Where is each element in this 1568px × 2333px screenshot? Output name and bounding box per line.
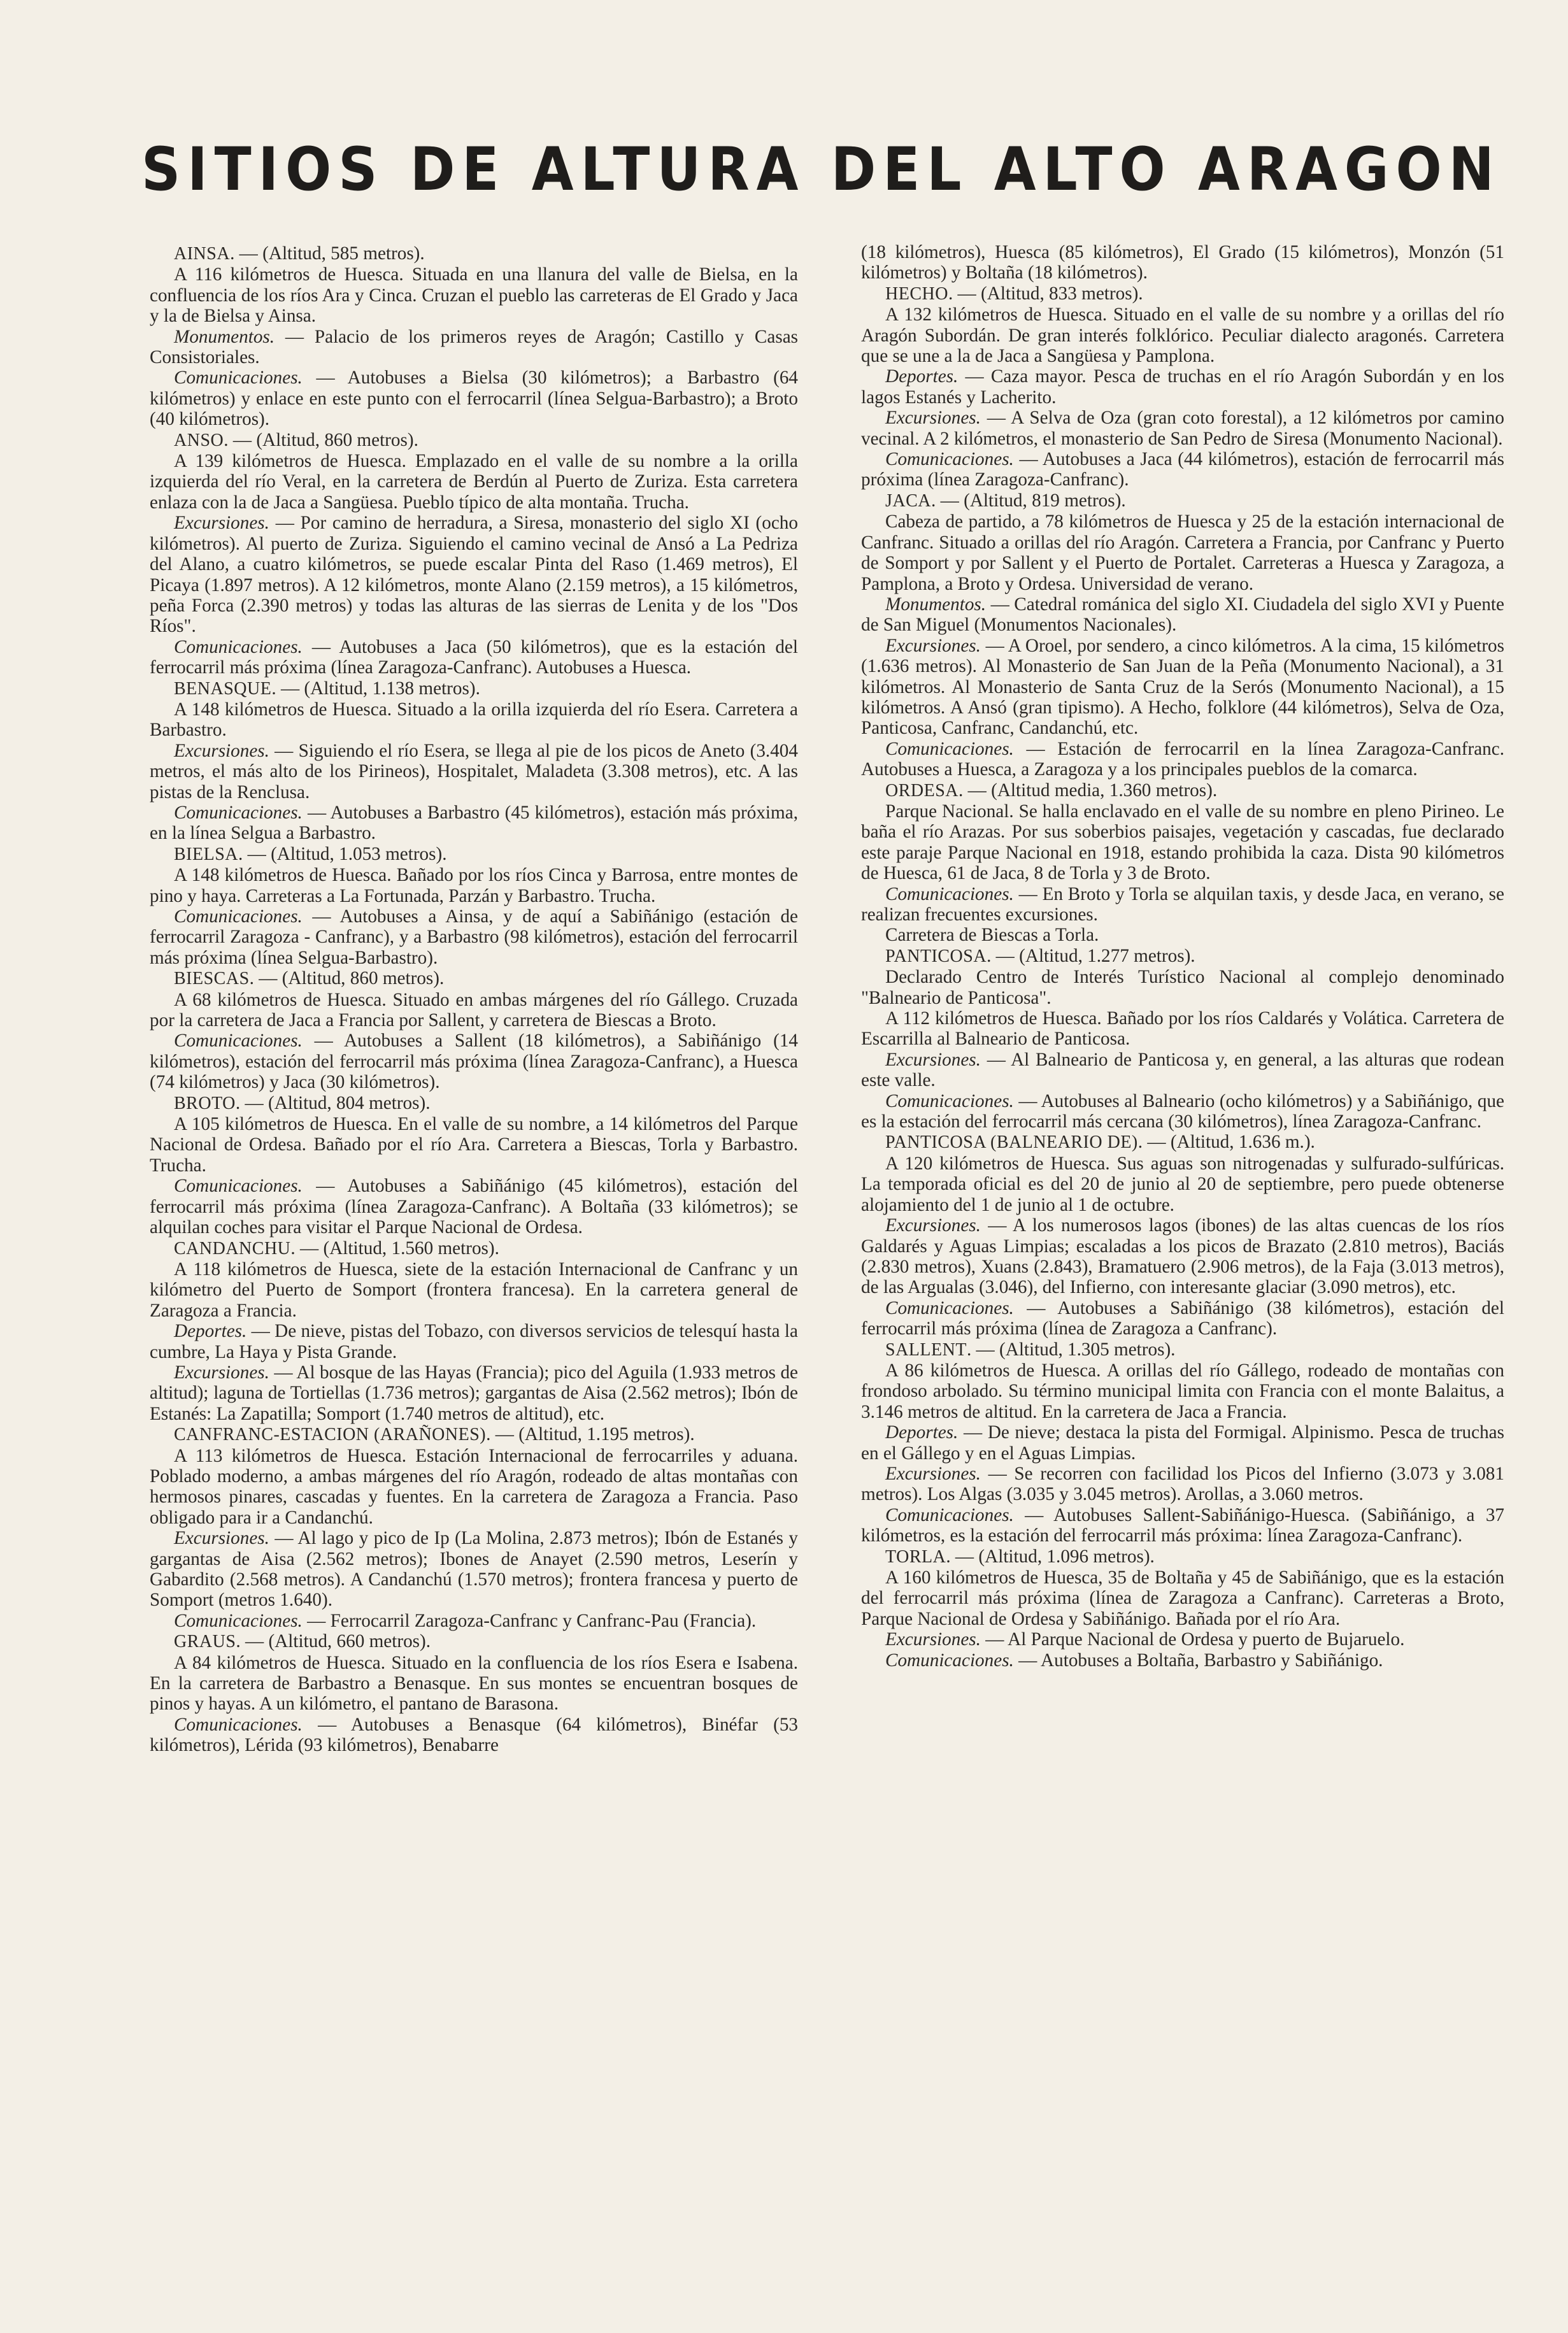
entry-panticosa-balneario-de [861,1132,1504,1339]
entry-paragraph [150,451,798,513]
section-label: Comunicaciones. [885,1504,1014,1525]
altitude: (Altitud, 804 metros). [267,1092,431,1113]
sitio-name: JACA [885,490,932,511]
section-label: Excursiones. [174,1362,269,1383]
paragraph-text: Al bosque de las Hayas (Francia); pico del Aguila (1.933 metros de altitud); laguna de Tortiellas (1.736 metros); gargantas de Aisa (2.562 metros); Ibón de Estanés: La Zapatilla; Somport (1.740 metros de altitud), etc. [150,1362,798,1424]
entry-paragraph [150,990,798,1031]
paragraph-text: Al Parque Nacional de Ordesa y puerto de Bujaruelo. [1008,1629,1405,1650]
entry-paragraph [861,1008,1504,1050]
entry-paragraph: Comunicaciones. — Autobuses a Sabiñánigo (38 kilómetros), estación del ferrocarril más próxima (línea de Zaragoza a Canfranc). [861,1297,1504,1339]
sitio-name: BIESCAS [174,969,250,989]
altitude: (Altitud, 1.053 metros). [271,843,447,864]
section-label: Deportes. [885,366,959,387]
section-label: Comunicaciones. [885,883,1014,904]
entry-paragraph: Excursiones. — A Oroel, por sendero, a cinco kilómetros. A la cima, 15 kilómetros (1.636 metros). Al Monasterio de San Juan de la Peña (Monumento Nacional), a 31 kilómetros. Al Monasterio de Santa Cruz de la Serós (Monumento Nacional), a 15 kilómetros. A Ansó (gran tipismo). A Hecho, folklore (44 kilómetros), Selva de Oza, Panticosa, Canfranc, Candanchú, etc. [861,635,1505,739]
entry-heading: CANDANCHU. — (Altitud, 1.560 metros). [174,1238,499,1259]
paragraph-text: Carretera de Biescas a Torla. [885,925,1099,946]
paragraph-text: Parque Nacional. Se halla enclavado en el valle de su nombre en pleno Pirineo. Le baña el río Arazas. Por sus soberbios paisajes, vegetación y cascadas, fue declarado este paraje Parque Nacional en 1918, estando prohibida la caza. Dista 90 kilómetros de Huesca, 61 de Jaca, 8 de Torla y 3 de Broto. [861,801,1504,884]
section-label: Comunicaciones. [885,449,1014,470]
entry-paragraph [150,264,798,326]
entry-paragraph: Excursiones. — A los numerosos lagos (ibones) de las altas cuencas de los ríos Galdarés y Aguas Limpias; escaladas a los picos de Brazato (2.810 metros), Baciás (2.830 metros), Xuans (2.843), Bramatuero (2.906 metros), de la Faja (3.013 metros), de las Argualas (3.046), del Infierno, con interesante glaciar (3.090 metros), etc. [861,1215,1505,1298]
paragraph-text: Autobuses a Sallent (18 kilómetros), a Sabiñánigo (14 kilómetros), estación del ferrocarril más próxima (línea Zaragoza-Canfranc), a Huesca (74 kilómetros) y Jaca (30 kilómetros). [150,1031,799,1093]
entry-jaca [861,490,1504,780]
paragraph-text: De nieve; destaca la pista del Formigal. Alpinismo. Pesca de truchas en el Gállego y en el Aguas Limpias. [861,1422,1504,1464]
paragraph-text: A 105 kilómetros de Huesca. En el valle de su nombre, a 14 kilómetros del Parque Nacional de Ordesa. Bañado por el río Ara. Carretera a Biescas, Torla y Barbastro. Trucha. [150,1114,798,1176]
entry-paragraph: Excursiones. — Al Parque Nacional de Ordesa y puerto de Bujaruelo. [885,1629,1405,1650]
section-label: Comunicaciones. [174,802,303,823]
entry-paragraph [150,1114,798,1176]
paragraph-text: Autobuses a Sabiñánigo (45 kilómetros), estación del ferrocarril más próxima (línea Zaragoza-Canfranc). A Boltaña (33 kilómetros); se alquilan coches para visitar el Parque Nacional de Ordesa. [150,1176,798,1238]
section-label: Excursiones. [174,513,269,534]
section-label: Comunicaciones. [885,1090,1014,1111]
sitio-name: ORDESA [885,780,959,801]
paragraph-text: A 84 kilómetros de Huesca. Situado en la confluencia de los ríos Esera e Isabena. En la carretera de Barbastro a Benasque. En sus montes se encuentran bosques de pinos y hayas. A un kilómetro, el pantano de Barasona. [150,1652,798,1715]
entry-benasque [150,678,798,844]
entry-heading: PANTICOSA (BALNEARIO DE). — (Altitud, 1.636 m.). [885,1132,1315,1153]
section-label: Comunicaciones. [885,1650,1014,1671]
entry-paragraph: Comunicaciones. — Autobuses a Boltaña, Barbastro y Sabiñánigo. [885,1650,1383,1671]
section-label: Excursiones. [885,635,981,656]
entry-heading: ORDESA. — (Altitud media, 1.360 metros). [885,780,1218,801]
entry-paragraph [861,1153,1504,1215]
section-label: Excursiones. [885,1629,981,1650]
entry-heading: BIELSA. — (Altitud, 1.053 metros). [174,843,447,864]
paragraph-text: A 86 kilómetros de Huesca. A orillas del río Gállego, rodeado de montañas con frondoso arbolado. Su término municipal limita con Francia con el monte Balaitus, a 3.146 metros de altitud. En la carretera de Jaca a Francia. [861,1360,1504,1422]
paragraph-text: Catedral románica del siglo XI. Ciudadela del siglo XVI y Puente de San Miguel (Monumentos Nacionales). [861,594,1504,636]
paragraph-text: Autobuses a Sabiñánigo (38 kilómetros), estación del ferrocarril más próxima (línea de Zaragoza a Canfranc). [861,1297,1504,1339]
section-label: Deportes. [174,1321,247,1342]
altitude: (Altitud, 660 metros). [268,1631,431,1652]
entry-paragraph: Comunicaciones. — Autobuses a Jaca (44 kilómetros), estación de ferrocarril más próxima (línea Zaragoza-Canfranc). [861,449,1505,490]
entry-paragraph [150,1259,798,1321]
entry-ordesa [861,780,1504,946]
section-label: Comunicaciones. [174,367,303,389]
altitude: (Altitud, 1.195 metros). [518,1424,695,1445]
paragraph-text: Siguiendo el río Esera, se llega al pie de los picos de Aneto (3.404 metros, el más alto de los Pirineos), Hospitalet, Maladeta (3.308 metros), etc. A las pistas de la Renclusa. [150,740,798,803]
paragraph-text: Autobuses a Benasque (64 kilómetros), Binéfar (53 kilómetros), Lérida (93 kilómetros), Benabarre [150,1714,799,1756]
paragraph-text: Estación de ferrocarril en la línea Zaragoza-Canfranc. Autobuses a Huesca, a Zaragoza y a los principales pueblos de la comarca. [861,738,1504,780]
paragraph-text: Autobuses Sallent-Sabiñánigo-Huesca. (Sabiñánigo, a 37 kilómetros, es la estación del ferrocarril más próxima: línea Zaragoza-Canfranc). [861,1504,1505,1546]
entry-paragraph [150,699,798,741]
entry-paragraph [150,1653,798,1715]
entry-paragraph: Monumentos. — Palacio de los primeros reyes de Aragón; Castillo y Casas Consistoriales. [150,326,799,368]
entry-heading: PANTICOSA. — (Altitud, 1.277 metros). [885,945,1195,966]
entry-paragraph: Excursiones. — Siguiendo el río Esera, se llega al pie de los picos de Aneto (3.404 metros, el más alto de los Pirineos), Hospitalet, Maladeta (3.308 metros), etc. A las pistas de la Renclusa. [150,740,798,803]
section-label: Comunicaciones. [174,1610,303,1631]
paragraph-text: A 120 kilómetros de Huesca. Sus aguas son nitrogenadas y sulfurado-sulfúricas. La temporada oficial es del 20 de junio al 20 de septiembre, pero puede obtenerse alojamiento del 1 de junio al 1 de octubre. [861,1153,1504,1215]
altitude: (Altitud, 1.560 metros). [323,1238,499,1259]
entry-heading: GRAUS. — (Altitud, 660 metros). [174,1631,431,1652]
sitio-name: BENASQUE [174,678,272,699]
section-label: Comunicaciones. [174,1176,303,1197]
paragraph-text: Al Balneario de Panticosa y, en general, a las alturas que rodean este valle. [861,1049,1504,1091]
paragraph-text: A 116 kilómetros de Huesca. Situada en una llanura del valle de Bielsa, en la confluencia de los ríos Ara y Cinca. Cruzan el pueblo las carreteras de El Grado y Jaca y la de Bielsa y Ainsa. [150,264,798,327]
altitude: (Altitud, 819 metros). [964,490,1126,511]
entry-paragraph: Excursiones. — A Selva de Oza (gran coto forestal), a 12 kilómetros por camino vecinal. A 2 kilómetros, el monasterio de San Pedro de Siresa (Monumento Nacional). [861,408,1504,449]
entry-paragraph: Comunicaciones. — Autobuses a Benasque (64 kilómetros), Binéfar (53 kilómetros), Lérida (93 kilómetros), Benabarre [150,1714,799,1756]
paragraph-text: A los numerosos lagos (ibones) de las altas cuencas de los ríos Galdarés y Aguas Limpias; escaladas a los picos de Brazato (2.810 metros), Baciás (2.830 metros), Xuans (2.843), Bramatuero (2.906 metros), de la Faja (3.013 metros), de las Argualas (3.046), del Infierno, con interesante glaciar (3.090 metros), etc. [861,1215,1505,1298]
sitio-name: BROTO [174,1093,236,1113]
entry-paragraph: Deportes. — De nieve; destaca la pista del Formigal. Alpinismo. Pesca de truchas en el Gállego y en el Aguas Limpias. [861,1422,1504,1464]
paragraph-text: Cabeza de partido, a 78 kilómetros de Huesca y 25 de la estación internacional de Canfranc. Situado a orillas del río Aragón. Carretera a Francia, por Canfranc y Puerto de Somport y por Sallent y el Puerto de Portalet. Carreteras a Huesca y Zaragoza, a Pamplona, a Broto y Ordesa. Universidad de verano. [861,511,1504,594]
sitio-name: TORLA [885,1546,946,1567]
section-label: Comunicaciones. [174,636,303,657]
entry-paragraph: Comunicaciones. — Autobuses a Jaca (50 kilómetros), que es la estación del ferrocarril más próxima (línea Zaragoza-Canfranc). Autobuses a Huesca. [150,636,798,678]
entry-heading: SALLENT. — (Altitud, 1.305 metros). [885,1339,1176,1360]
entry-paragraph: Excursiones. — Al lago y pico de Ip (La Molina, 2.873 metros); Ibón de Estanés y gargantas de Aisa (2.562 metros); Ibones de Anayet (2.590 metros, Leserín y Gabardito (2.568 metros). A Candanchú (1.570 metros); frontera francesa y puerto de Somport (metros 1.640). [150,1528,798,1611]
paragraph-text: A 132 kilómetros de Huesca. Situado en el valle de su nombre y a orillas del río Aragón Subordán. De gran interés folklórico. Peculiar dialecto aragonés. Carretera que se une a la de Jaca a Sangüesa y Pamplona. [861,304,1504,367]
altitude: (Altitud, 1.138 metros). [304,678,480,699]
section-label: Excursiones. [174,740,269,761]
entry-paragraph: Comunicaciones. — Autobuses a Barbastro (45 kilómetros), estación más próxima, en la línea Selgua a Barbastro. [150,802,798,844]
sitio-name: HECHO [885,283,948,304]
paragraph-text: Autobuses a Jaca (44 kilómetros), estación de ferrocarril más próxima (línea Zaragoza-Canfranc). [861,449,1505,490]
entry-heading: AINSA. — (Altitud, 585 metros). [174,243,425,264]
entry-paragraph [861,801,1504,884]
paragraph-text: Autobuses a Barbastro (45 kilómetros), estación más próxima, en la línea Selgua a Barbastro. [150,802,798,844]
entry-paragraph [150,1446,798,1529]
paragraph-text: A 139 kilómetros de Huesca. Emplazado en el valle de su nombre a la orilla izquierda del río Veral, en la carretera de Berdún al Puerto de Zuriza. Esta carretera enlaza con la de Jaca a Sangüesa. Pueblo típico de alta montaña. Trucha. [150,451,798,513]
entry-sallent [861,1339,1504,1546]
entry-paragraph: Excursiones. — Al Balneario de Panticosa y, en general, a las alturas que rodean este valle. [861,1049,1504,1091]
paragraph-text: Se recorren con facilidad los Picos del Infierno (3.073 y 3.081 metros). Los Algas (3.035 y 3.045 metros). Arollas, a 3.060 metros. [861,1463,1504,1505]
paragraph-text: A 112 kilómetros de Huesca. Bañado por los ríos Caldarés y Volática. Carretera de Escarrilla al Balneario de Panticosa. [861,1008,1504,1050]
paragraph-text: A 160 kilómetros de Huesca, 35 de Boltaña y 45 de Sabiñánigo, que es la estación del ferrocarril más próxima (línea de Zaragoza a Canfranc). Carreteras a Broto, Parque Nacional de Ordesa y Sabiñánigo. Bañada por el río Ara. [861,1567,1504,1629]
paragraph-text: A 118 kilómetros de Huesca, siete de la estación Internacional de Canfranc y un kilómetro del Puerto de Somport (frontera francesa). En la carretera general de Zaragoza a Francia. [150,1259,798,1321]
section-label: Excursiones. [885,1215,981,1236]
entry-ainsa [150,243,798,430]
entry-heading: BENASQUE. — (Altitud, 1.138 metros). [174,678,480,699]
entry-heading: BROTO. — (Altitud, 804 metros). [174,1092,431,1113]
entry-heading: JACA. — (Altitud, 819 metros). [885,490,1126,511]
sitio-name: SALLENT [885,1339,967,1360]
entry-paragraph: Excursiones. — Por camino de herradura, a Siresa, monasterio del siglo XI (ocho kilómetros). Al puerto de Zuriza. Siguiendo el camino vecinal de Ansó a La Pedriza del Alano, a cuatro kilómetros, se puede escalar Pinta del Raso (1.469 metros), El Picaya (1.897 metros). A 12 kilómetros, monte Alano (2.159 metros), a 15 kilómetros, peña Forca (2.390 metros) y todas las alturas de las sierras de Lenita y de los "Dos Ríos". [150,513,798,637]
paragraph-text: Ferrocarril Zaragoza-Canfranc y Canfranc-Pau (Francia). [330,1610,757,1631]
entry-candanchu [150,1238,798,1425]
entry-paragraph: Comunicaciones. — Autobuses a Sabiñánigo (45 kilómetros), estación del ferrocarril más próxima (línea Zaragoza-Canfranc). A Boltaña (33 kilómetros); se alquilan coches para visitar el Parque Nacional de Ordesa. [150,1176,798,1238]
entry-paragraph [861,967,1504,1008]
sitio-name: BIELSA [174,844,238,864]
section-label: Excursiones. [885,408,981,429]
entry-heading: TORLA. — (Altitud, 1.096 metros). [885,1546,1155,1567]
entry-paragraph: Deportes. — Caza mayor. Pesca de truchas en el río Aragón Subordán y en los lagos Estanés y Lacherito. [861,366,1504,408]
section-label: Excursiones. [885,1049,981,1070]
section-label: Comunicaciones. [885,738,1014,759]
entry-paragraph: Comunicaciones. — En Broto y Torla se alquilan taxis, y desde Jaca, en verano, se realizan frecuentes excursiones. [861,883,1504,925]
entry-broto [150,1093,798,1238]
altitude: (Altitud, 1.636 m.). [1170,1132,1315,1153]
sitio-name: AINSA [174,244,231,264]
entry-paragraph [861,511,1504,594]
paragraph-text: Caza mayor. Pesca de truchas en el río Aragón Subordán y en los lagos Estanés y Lacherito. [861,366,1504,408]
entry-paragraph: Comunicaciones. — Ferrocarril Zaragoza-Canfranc y Canfranc-Pau (Francia). [174,1610,757,1631]
paragraph-text: A 113 kilómetros de Huesca. Estación Internacional de ferrocarriles y aduana. Poblado moderno, a ambas márgenes del río Aragón, rodeado de altas montañas con hermosos pinares, cascadas y fuentes. En la carretera de Zaragoza a Francia. Paso obligado para ir a Candanchú. [150,1445,798,1528]
altitude: (Altitud, 1.277 metros). [1019,945,1195,966]
paragraph-text: A Selva de Oza (gran coto forestal), a 12 kilómetros por camino vecinal. A 2 kilómetros, el monasterio de San Pedro de Siresa (Monumento Nacional). [861,408,1504,449]
right-column [861,242,1504,1671]
paragraph-text: A 148 kilómetros de Huesca. Bañado por los ríos Cinca y Barrosa, entre montes de pino y haya. Carreteras a La Fortunada, Parzán y Barbastro. Trucha. [150,865,798,906]
continuation-text: (18 kilómetros), Huesca (85 kilómetros), El Grado (15 kilómetros), Monzón (51 kilómetros) y Boltaña (18 kilómetros). [861,242,1504,283]
entry-paragraph [150,865,798,906]
section-label: Comunicaciones. [174,1031,303,1052]
left-column [150,243,798,1756]
entry-heading: HECHO. — (Altitud, 833 metros). [885,283,1143,304]
entry-torla [861,1546,1504,1671]
section-label: Comunicaciones. [885,1297,1014,1318]
paragraph-text: Autobuses a Boltaña, Barbastro y Sabiñánigo. [1041,1650,1383,1671]
entry-paragraph [861,1567,1504,1629]
page-title: SITIOS DE ALTURA DEL ALTO ARAGON [141,135,1501,204]
section-label: Comunicaciones. [174,1714,303,1735]
sitio-name: PANTICOSA [885,946,987,966]
paragraph-text: Autobuses a Ainsa, y de aquí a Sabiñánigo (estación de ferrocarril Zaragoza - Canfranc), y a Barbastro (98 kilómetros), estación del ferrocarril más próxima (línea Selgua-Barbastro). [150,906,798,968]
entry-graus [150,1631,798,1755]
section-label: Excursiones. [174,1528,269,1549]
section-label: Monumentos. [174,326,275,347]
altitude: (Altitud, 833 metros). [981,283,1143,304]
paragraph-text: Autobuses al Balneario (ocho kilómetros) y a Sabiñánigo, que es la estación del ferrocarril más cercana (30 kilómetros), línea Zaragoza-Canfranc. [861,1090,1504,1132]
entry-paragraph: Comunicaciones. — Estación de ferrocarril en la línea Zaragoza-Canfranc. Autobuses a Huesca, a Zaragoza y a los principales pueblos de la comarca. [861,738,1504,780]
entry-paragraph [861,304,1504,366]
entry-canfranc-estacion-aranones [150,1424,798,1631]
sitio-name: CANDANCHU [174,1238,291,1259]
sitio-name: PANTICOSA (BALNEARIO DE) [885,1132,1138,1153]
entry-paragraph: Comunicaciones. — Autobuses a Sallent (18 kilómetros), a Sabiñánigo (14 kilómetros), estación del ferrocarril más próxima (línea Zaragoza-Canfranc), a Huesca (74 kilómetros) y Jaca (30 kilómetros). [150,1031,799,1093]
paragraph-text: A 68 kilómetros de Huesca. Situado en ambas márgenes del río Gállego. Cruzada por la carretera de Jaca a Francia por Sallent, y carretera de Biescas a Broto. [150,989,798,1031]
sitio-name: GRAUS [174,1632,236,1652]
entry-heading: ANSO. — (Altitud, 860 metros). [174,429,418,450]
paragraph-text: Declarado Centro de Interés Turístico Nacional al complejo denominado "Balneario de Panticosa". [861,967,1504,1008]
entry-heading: CANFRANC-ESTACION (ARAÑONES). — (Altitud, 1.195 metros). [174,1424,695,1445]
entry-bielsa [150,844,798,968]
paragraph-text: Al lago y pico de Ip (La Molina, 2.873 metros); Ibón de Estanés y gargantas de Aisa (2.562 metros); Ibones de Anayet (2.590 metros, Leserín y Gabardito (2.568 metros). A Candanchú (1.570 metros); frontera francesa y puerto de Somport (metros 1.640). [150,1528,798,1611]
altitude: (Altitud, 1.096 metros). [978,1546,1155,1567]
entry-heading: BIESCAS. — (Altitud, 860 metros). [174,968,445,989]
section-label: Monumentos. [885,594,987,615]
paragraph-text: A Oroel, por sendero, a cinco kilómetros. A la cima, 15 kilómetros (1.636 metros). Al Monasterio de San Juan de la Peña (Monumento Nacional), a 31 kilómetros. Al Monasterio de Santa Cruz de la Serós (Monumento Nacional), a 15 kilómetros. A Ansó (gran tipismo). A Hecho, folklore (44 kilómetros), Selva de Oza, Panticosa, Canfranc, Candanchú, etc. [861,635,1505,739]
paragraph-text: A 148 kilómetros de Huesca. Situado a la orilla izquierda del río Esera. Carretera a Barbastro. [150,699,798,741]
entry-hecho [861,283,1504,490]
paragraph-text: Por camino de herradura, a Siresa, monasterio del siglo XI (ocho kilómetros). Al puerto de Zuriza. Siguiendo el camino vecinal de Ansó a La Pedriza del Alano, a cuatro kilómetros, se puede escalar Pinta del Raso (1.469 metros), El Picaya (1.897 metros). A 12 kilómetros, monte Alano (2.159 metros), a 15 kilómetros, peña Forca (2.390 metros) y todas las alturas de las sierras de Lenita y de los "Dos Ríos". [150,513,798,637]
entry-paragraph: Comunicaciones. — Autobuses a Ainsa, y de aquí a Sabiñánigo (estación de ferrocarril Zaragoza - Canfranc), y a Barbastro (98 kilómetros), estación del ferrocarril más próxima (línea Selgua-Barbastro). [150,906,798,968]
entry-paragraph: Excursiones. — Al bosque de las Hayas (Francia); pico del Aguila (1.933 metros de altitud); laguna de Tortiellas (1.736 metros); gargantas de Aisa (2.562 metros); Ibón de Estanés: La Zapatilla; Somport (1.740 metros de altitud), etc. [150,1362,798,1424]
entry-paragraph [861,1360,1504,1422]
entry-paragraph: Excursiones. — Se recorren con facilidad los Picos del Infierno (3.073 y 3.081 metros). Los Algas (3.035 y 3.045 metros). Arollas, a 3.060 metros. [861,1463,1504,1505]
paragraph-text: Autobuses a Jaca (50 kilómetros), que es la estación del ferrocarril más próxima (línea Zaragoza-Canfranc). Autobuses a Huesca. [150,636,798,678]
entry-paragraph: Comunicaciones. — Autobuses a Bielsa (30 kilómetros); a Barbastro (64 kilómetros) y enlace en este punto con el ferrocarril (línea Selgua-Barbastro); a Broto (40 kilómetros). [150,367,799,430]
altitude: (Altitud, 860 metros). [256,429,418,450]
altitude: (Altitud, 585 metros). [262,243,425,264]
entry-paragraph: Comunicaciones. — Autobuses al Balneario (ocho kilómetros) y a Sabiñánigo, que es la estación del ferrocarril más cercana (30 kilómetros), línea Zaragoza-Canfranc. [861,1090,1504,1132]
section-label: Comunicaciones. [174,906,303,927]
paragraph-text: De nieve, pistas del Tobazo, con diversos servicios de telesquí hasta la cumbre, La Haya y Pista Grande. [150,1321,798,1362]
altitude: (Altitud, 860 metros). [282,968,445,989]
section-label: Excursiones. [885,1463,981,1484]
paragraph-text: Palacio de los primeros reyes de Aragón; Castillo y Casas Consistoriales. [150,326,799,368]
altitude: (Altitud media, 1.360 metros). [991,780,1218,801]
altitude: (Altitud, 1.305 metros). [999,1339,1176,1360]
entry-paragraph: Deportes. — De nieve, pistas del Tobazo, con diversos servicios de telesquí hasta la cumbre, La Haya y Pista Grande. [150,1321,798,1362]
entry-paragraph: Monumentos. — Catedral románica del siglo XI. Ciudadela del siglo XVI y Puente de San Miguel (Monumentos Nacionales). [861,594,1504,636]
paragraph-text: Autobuses a Bielsa (30 kilómetros); a Barbastro (64 kilómetros) y enlace en este punto con el ferrocarril (línea Selgua-Barbastro); a Broto (40 kilómetros). [150,367,799,430]
entry-biescas [150,968,798,1092]
section-label: Deportes. [885,1422,959,1443]
entry-paragraph: Comunicaciones. — Autobuses Sallent-Sabiñánigo-Huesca. (Sabiñánigo, a 37 kilómetros, es la estación del ferrocarril más próxima: línea Zaragoza-Canfranc). [861,1504,1505,1546]
entry-paragraph [861,925,1504,945]
paragraph-text: En Broto y Torla se alquilan taxis, y desde Jaca, en verano, se realizan frecuentes excursiones. [861,883,1504,925]
entry-panticosa [861,946,1504,1132]
entry-anso [150,430,798,678]
sitio-name: CANFRANC-ESTACION (ARAÑONES) [174,1425,487,1445]
sitio-name: ANSO [174,430,224,450]
